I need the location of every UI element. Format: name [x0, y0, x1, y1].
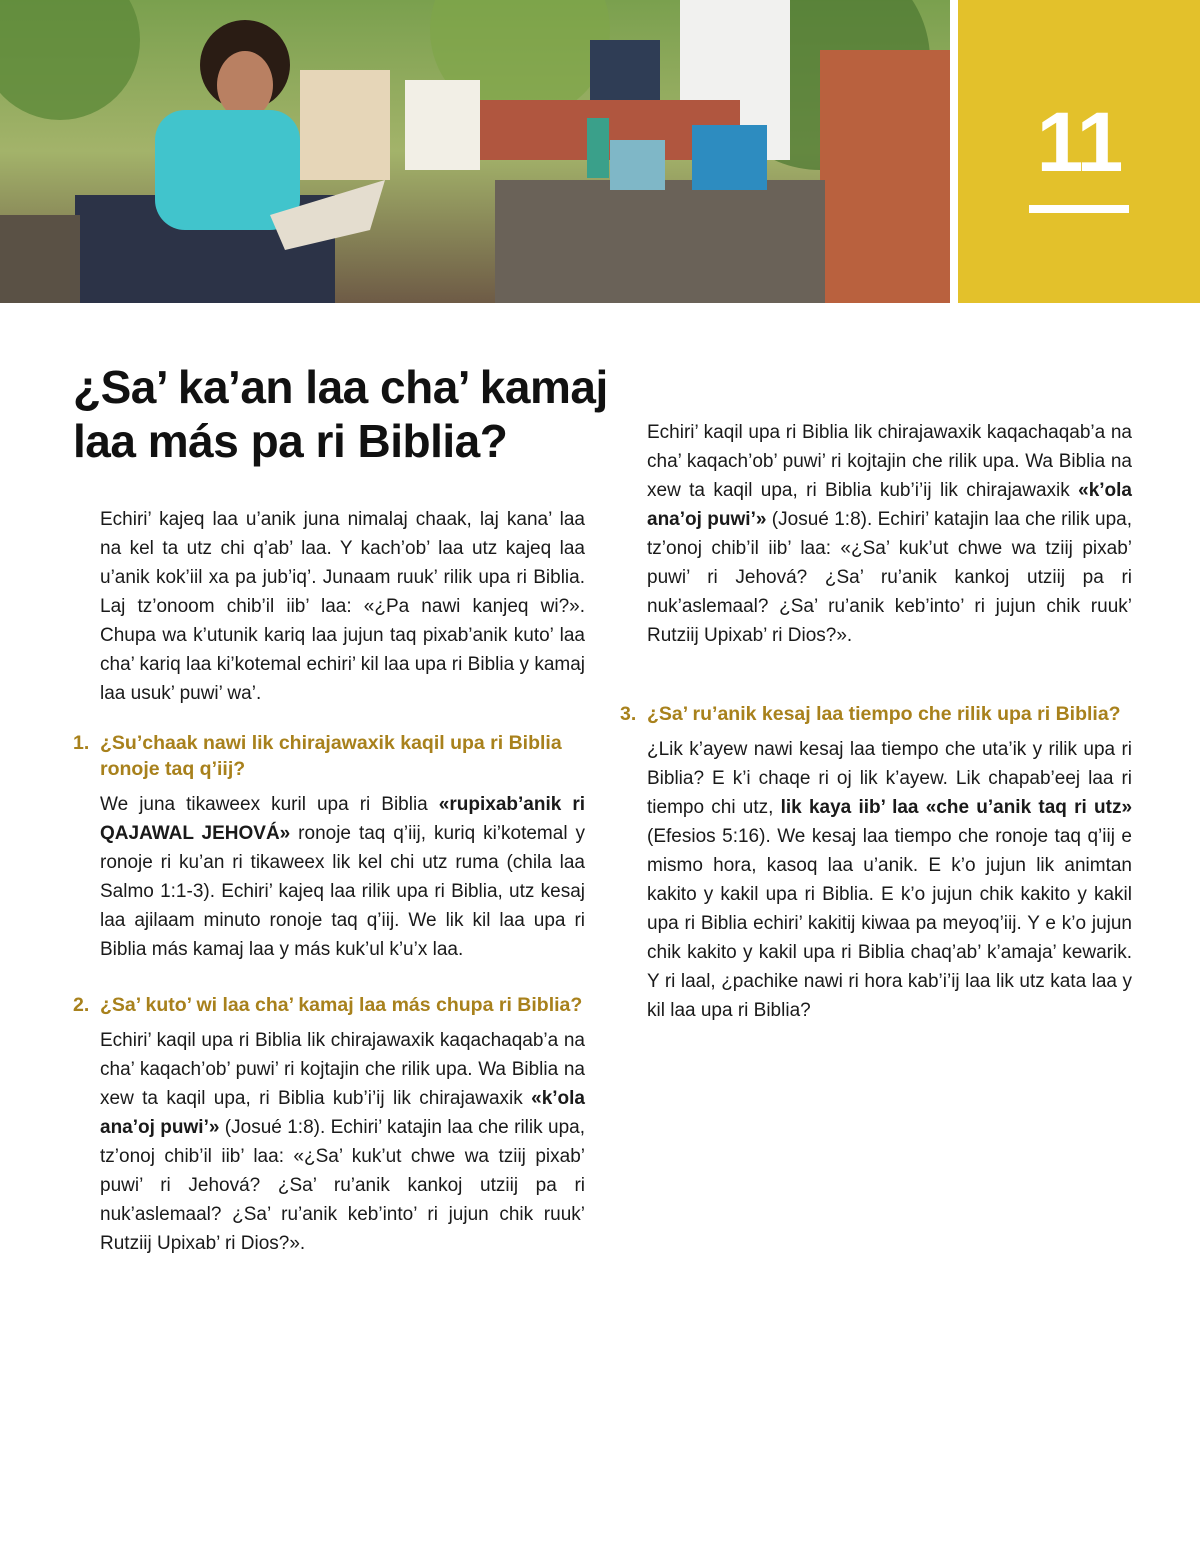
- page-title-line-2: laa más pa ri Biblia?: [73, 415, 508, 467]
- lesson-number: 11: [1036, 95, 1122, 189]
- question-2-text: ¿Sa’ kuto’ wi laa cha’ kamaj laa más chupa ri Biblia?: [100, 994, 583, 1016]
- section-2-text-a: Echiri’ kaqil upa ri Biblia lik chirajawaxik kaqachaqab’a na cha’ kaqach’ob’ puwi’ ri kojtajin che rilik upa. Wa Biblia na xew ta kaqil upa, ri Biblia kub’i’ij lik chirajawaxik: [100, 1030, 585, 1109]
- hero-photo: [0, 0, 950, 303]
- left-column: [73, 505, 585, 1254]
- page-title-line-1: ¿Sa’ ka’an laa cha’ kamaj: [73, 361, 608, 413]
- hero-illustration: [0, 0, 950, 303]
- question-3-number: 3.: [620, 703, 637, 725]
- intro-paragraph: Echiri’ kajeq laa u’anik juna nimalaj chaak, laj kana’ laa na kel ta utz chi q’ab’ laa. Y kach’ob’ laa utz kajeq laa u’anik kok’iil xa pa jub’iq’. Junaam ruuk’ rilik upa ri Biblia. Laj tz’onoom chib’il iib’ laa: «¿Pa nawi kanjeq wi?». Chupa wa k’utunik kariq laa jujun taq pixab’anik kuto’ laa cha’ kariq laa ki’kotemal echiri’ kil laa upa ri Biblia y kamaj laa usuk’ puwi’ wa’.: [100, 509, 585, 704]
- section-2-flow: [647, 418, 1132, 650]
- question-2: [73, 992, 585, 1018]
- section-2-text-a-cont: Echiri’ kaqil upa ri Biblia lik chirajawaxik kaqachaqab’a na cha’ kaqach’ob’ puwi’ ri kojtajin che rilik upa. Wa Biblia na xew ta kaqil upa, ri Biblia kub’i’ij lik chirajawaxik: [647, 422, 1132, 501]
- section-3-bold-text: lik kaya iib’ laa «che u’anik taq ri utz»: [780, 797, 1133, 818]
- question-3: [620, 701, 1132, 727]
- question-2-number: 2.: [73, 994, 90, 1016]
- section-1-paragraph: [73, 790, 585, 964]
- question-1-text: ¿Su’chaak nawi lik chirajawaxik kaqil upa ri Biblia ronoje taq q’iij?: [100, 732, 562, 780]
- section-3-text-a: ¿Lik k’ayew nawi kesaj laa tiempo che uta’ik y rilik upa ri Biblia? E k’i chaqe ri oj lik k’ayew. Lik chapab’eej laa ri tiempo chi utz,: [647, 739, 1132, 818]
- section-2-bold-text: «k’ola ana’oj puwi’»: [647, 480, 1132, 530]
- question-3-text: ¿Sa’ ru’anik kesaj laa tiempo che rilik upa ri Biblia?: [647, 703, 1121, 725]
- right-column: [620, 422, 1133, 1047]
- section-2-paragraph-continued: [620, 422, 1132, 679]
- section-3-paragraph: [620, 735, 1132, 1025]
- question-1: [73, 730, 585, 782]
- section-2-text-c: (Josué 1:8). Echiri’ katajin laa che rilik upa, tz’onoj chib’il iib’ laa: «¿Sa’ kuk’ut chwe wa tziij pixab’ puwi’ ri Jehová? ¿Sa’ ru’anik kankoj utziij pa ri nuk’aslemaal? ¿Sa’ ru’anik keb’into’ ri jujun chik ruuk’ Rutziij Upixab’ ri Dios?».: [647, 509, 1132, 646]
- section-1-bold-text: «rupixab’anik ri QAJAWAL JEHOVÁ»: [100, 794, 585, 844]
- section-2-text-c-start: (Josué 1:8). Echiri’ katajin laa che rilik upa, tz’onoj chib’il iib’ laa: «¿Sa’ kuk’ut chwe wa tziij pixab’ puwi’ ri Jehová? ¿Sa’ ru’anik kankoj utziij pa ri nuk’aslemaal? ¿Sa’ ru’anik keb’into’ ri jujun chik ruuk’ Rutziij Upixab’ ri Dios?».: [100, 1117, 585, 1254]
- lesson-number-box: [958, 0, 1200, 303]
- section-2-paragraph-start: [73, 1026, 585, 1254]
- section-1-text-c: ronoje taq q’iij, kuriq ki’kotemal y ronoje ri ku’an ri tikaweex lik kel chi utz ruma (chila laa Salmo 1:1-3). Echiri’ kajeq laa rilik upa ri Biblia, utz kesaj laa ajilaam minuto ronoje taq q’iij. We lik kil laa upa ri Biblia más kamaj laa y más kuk’ul k’u’x laa.: [100, 823, 585, 960]
- section-1-text-a: We juna tikaweex kuril upa ri Biblia: [100, 794, 439, 815]
- section-3-text-c: (Efesios 5:16). We kesaj laa tiempo che ronoje taq q’iij e mismo hora, kasoq laa u’anik. E k’o jujun lik animtan kakito y kakil upa ri Biblia. E k’o jujun chik kakito y kakil upa ri Biblia echiri’ kakitij kiwaa pa meyoq’iij. Y e k’o jujun chik kakito y kakil upa ri Biblia chaq’ab’ k’amaja’ kewarik. Y ri laal, ¿pachike nawi ri hora kab’i’ij laa lik utz kata laa y kil laa upa ri Biblia?: [647, 826, 1132, 1021]
- section-2-bold-text-start: «k’ola ana’oj puwi’»: [100, 1088, 585, 1138]
- question-1-number: 1.: [73, 732, 90, 754]
- lesson-number-rule: [1029, 205, 1129, 213]
